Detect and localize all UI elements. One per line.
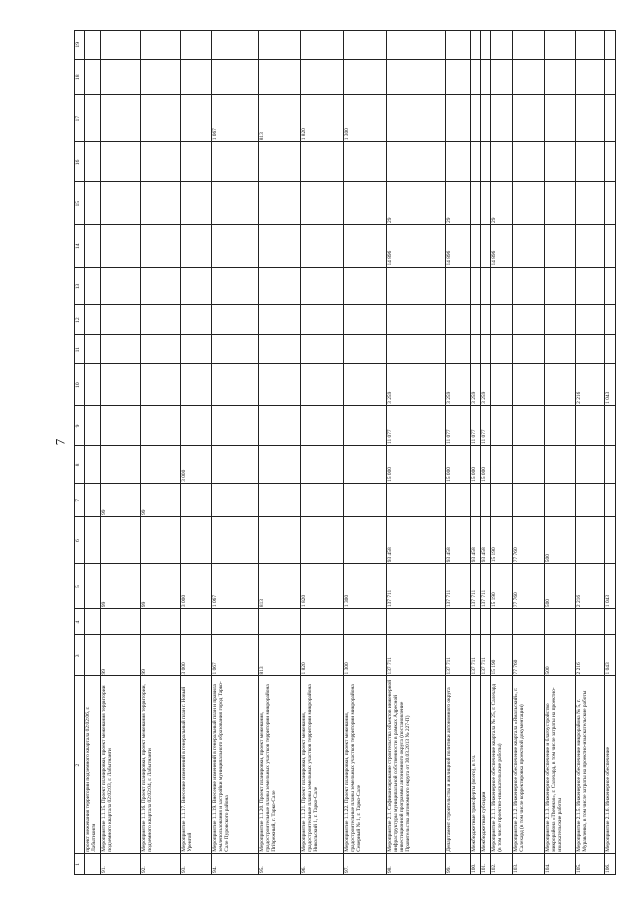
row-value: 813 [258,666,265,675]
row-number: 103. [513,863,520,873]
column-divider [74,334,615,335]
row-value: 77 760 [513,592,520,608]
row-description: Мероприятие 1.1.19. Внесение изменений в генеральный план и правила землепользования и застройки муниципального образования город Тарко-Сале Пуровского района [212,681,231,852]
row-number: 92. [140,866,147,873]
header-col-7: 7 [75,498,81,502]
column-divider [74,30,615,31]
row-description: проект межевания территории подземного квартала 02:02:06, г. Лабытнанги [85,706,98,852]
row-value: 11 077 [480,429,487,444]
row-value: 3 000 [180,662,187,675]
column-divider [74,405,615,406]
budget-table [74,30,615,875]
row-value: 15 190 [490,547,497,563]
row-value: 99 [140,669,147,675]
row-description: Мероприятие 1.1.20. Проект планировки, проект межевания, градостроительные планы земельных участков территории микрорайона Пribрежный, г. Тарко-Сале [258,684,277,852]
header-col-15: 15 [75,200,81,207]
row-value: 3 259 [386,391,393,404]
row-number: 102. [490,863,497,873]
row-number: 93. [180,866,187,873]
row-description: Мероприятие 2.1.6. Инженерное обеспечение [605,746,612,852]
row-value: 813 [258,599,265,608]
row-value: 1 820 [300,662,307,675]
row-value: 15 190 [490,659,497,675]
row-value: 137 711 [386,589,393,608]
row-value: 1 043 [605,662,612,675]
column-divider [74,224,615,225]
row-value: 99 [101,601,108,608]
column-divider [74,305,615,306]
header-col-19: 19 [75,41,81,48]
row-value: 3 000 [180,469,187,482]
row-value: 137 711 [470,657,477,675]
row-number: 105. [575,863,582,873]
header-col-9: 9 [75,424,81,428]
row-number: 100. [470,863,477,873]
row-number: 94. [212,866,219,873]
row-value: 500 [545,554,552,563]
column-divider [74,182,615,183]
row-divider [615,30,616,875]
row-value: 1 300 [343,662,350,675]
header-col-18: 18 [75,74,81,81]
header-col-10: 10 [75,382,81,388]
row-value: 137 711 [445,589,452,608]
row-value: 15 000 [470,467,477,482]
header-col-12: 12 [75,317,81,323]
row-value: 29 [445,217,452,223]
header-col-1: 1 [75,862,81,866]
row-number: 95. [258,866,265,873]
row-value: 14 896 [386,250,393,266]
row-value: 1 067 [212,662,219,675]
row-number: 97. [343,866,350,873]
row-description: Департамент строительства и жилищной политики автономного округа [445,687,452,852]
row-value: 1 067 [212,594,219,608]
header-col-6: 6 [75,539,81,542]
row-value: 14 896 [490,250,497,266]
header-col-13: 13 [75,283,81,290]
header-col-3: 3 [75,654,81,658]
row-value: 99 [101,669,108,675]
row-number: 104. [545,863,552,873]
row-value: 1 067 [212,128,219,141]
row-value: 3 259 [445,391,452,404]
row-value: 15 190 [490,592,497,608]
row-value: 1 300 [343,594,350,608]
row-value: 99 [140,509,147,515]
row-value: 137 711 [445,657,452,675]
row-description: Межбюджетные субсидии [480,791,487,852]
row-description: Межбюджетные трансферты (всего), в т.ч. [470,754,477,852]
row-number: 101. [480,863,487,873]
row-number: 106. [605,863,612,873]
row-value: 2 216 [575,594,582,608]
row-value: 500 [545,666,552,675]
row-value: 99 [140,601,147,608]
row-description: Мероприятие 2.1.2. Инженерное обеспечение квартала «Ямальский», г. Салехард (в том числе корректировка проектной документации) [513,687,526,852]
row-value: 93 458 [480,547,487,563]
header-col-14: 14 [75,243,81,250]
rotated-table-page [74,30,615,875]
row-value: 137 711 [480,589,487,608]
row-value: 29 [386,217,393,223]
row-value: 11 077 [470,429,477,444]
row-value: 3 259 [470,391,477,404]
row-value: 3 259 [480,391,487,404]
row-description: Мероприятие 1.1.16. Проект планировки, проект межевания территории, подземного квартала 02:02:04, г. Лабытнанги [140,684,153,852]
column-divider [74,445,615,446]
row-description: Мероприятие 2.1.3. Инженерное обеспечение и благоустройство микрорайона «Theмная», г. Салехард, в том числе затраты на проектно-изыскательские работы [545,687,564,852]
row-number: 96. [300,866,307,873]
row-value: 93 458 [470,547,477,563]
column-divider [74,59,615,60]
column-divider [74,267,615,268]
row-value: 14 896 [445,250,452,266]
header-col-17: 17 [75,115,81,122]
header-col-4: 4 [75,620,81,624]
row-description: Мероприятие 2.1.1. Инженерное обеспечение квартала № 25, г. Салехард (в том числе проектно-изыскательские работы) [490,683,503,852]
row-value: 29 [490,217,497,223]
row-description: Мероприятие 2.1.5. Инженерное обеспечение микрорайона № 5, г. Муравленко, в том числе затраты на проектно-изыскательские работы [575,690,588,852]
row-value: 3 000 [180,594,187,608]
row-value: 77 760 [513,659,520,675]
row-value: 1 043 [605,391,612,404]
row-value: 11 077 [445,429,452,444]
row-value: 2 216 [575,662,582,675]
row-description: Мероприятие 1.1.22. Проект планировки, проект межевания, градостроительные планы земельных участков территории микрорайона Северный № 1, г. Тарко-Сале [343,684,362,852]
row-value: 15 000 [445,467,452,482]
header-col-8: 8 [75,463,81,467]
row-value: 1 820 [300,128,307,141]
row-value: 137 711 [470,589,477,608]
row-value: 813 [258,132,265,141]
row-description: Мероприятие 1.1.21. Проект планировки, проект межевания, градостроительные планы земельных участков территории микрорайона Никольский 1, г. Тарко-Сале [300,684,319,852]
row-value: 77 760 [513,547,520,563]
row-value: 137 711 [480,657,487,675]
header-col-5: 5 [75,585,81,589]
header-col-2: 2 [75,763,81,767]
row-value: 93 458 [445,547,452,563]
row-number: 91. [101,866,108,873]
page-number: 7 [52,438,68,446]
column-divider [74,364,615,365]
row-value: 1 820 [300,594,307,608]
row-value: 2 216 [575,391,582,404]
row-value: 15 000 [480,467,487,482]
row-number: 99. [445,866,452,873]
row-description: Мероприятие 1.1.15. Проект планировки, проект межевания территории подземного квартала 02:02:03, г. Лабытнанги [101,685,114,852]
row-value: 99 [101,509,108,515]
row-value: 11 077 [386,429,393,444]
header-col-11: 11 [75,347,81,353]
row-value: 15 000 [386,467,393,482]
row-value: 500 [545,599,552,608]
row-description: Мероприятие 1.1.17. Внесение изменений в генеральный план г. Новый Уренгой [180,686,193,852]
row-value: 93 458 [386,547,393,563]
row-value: 1 043 [605,594,612,608]
row-value: 137 711 [386,657,393,675]
header-col-16: 16 [75,159,81,166]
row-value: 1 300 [343,128,350,141]
row-description: Мероприятие 2.1. Софинансирование строительства объектов инженерной инфраструктуры муниципальной собственности в рамках Адресной инвестиционной программы автономного округа (постановление Правительства автономного округа от 30.03.2013 № 227-П) [386,679,412,852]
row-number: 98. [386,866,393,873]
